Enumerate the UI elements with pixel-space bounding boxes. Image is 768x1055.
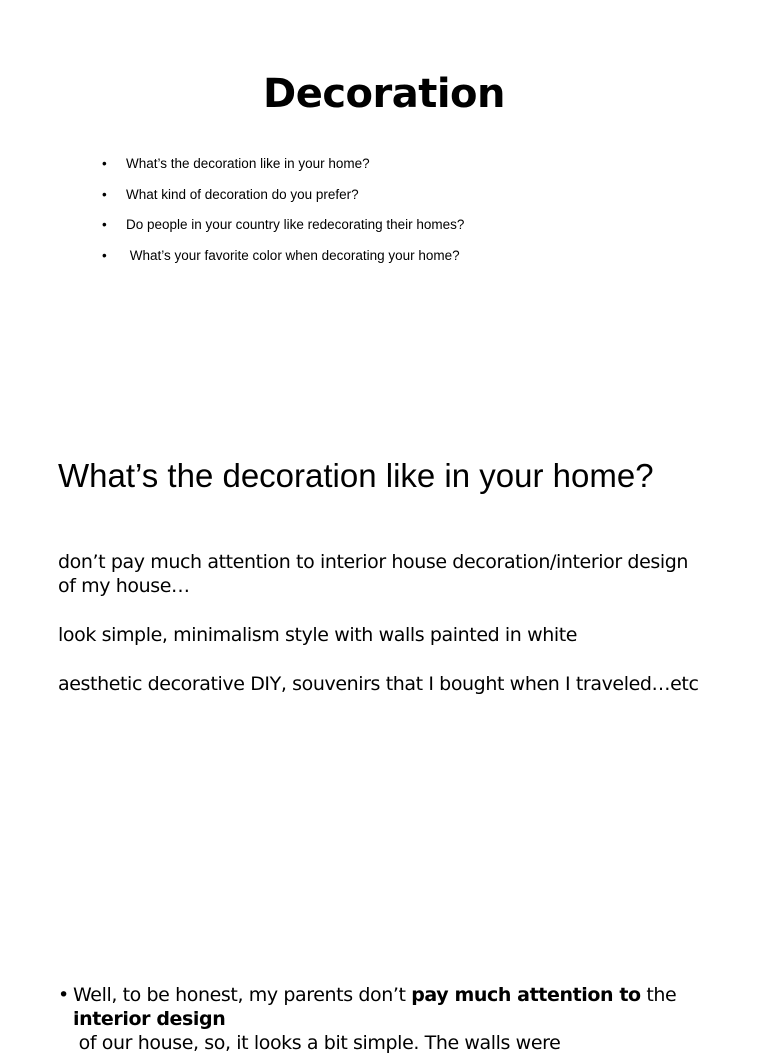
question-text: Do people in your country like redecorating their homes? xyxy=(126,217,465,232)
note-paragraph: don’t pay much attention to interior house decoration/interior design of my house… xyxy=(58,551,689,597)
bullet-icon: • xyxy=(58,984,69,1006)
answer-text: of our house, so, it looks a bit simple. The walls were xyxy=(73,1032,561,1054)
answer-text: the xyxy=(640,984,677,1006)
list-item xyxy=(102,149,464,180)
bullet-icon: • xyxy=(102,156,107,171)
answer-line xyxy=(58,1007,708,1055)
question-text: What’s your favorite color when decorating your home? xyxy=(126,247,460,263)
list-item xyxy=(102,241,464,272)
note-paragraph: aesthetic decorative DIY, souvenirs that I bought when I traveled…etc xyxy=(58,673,699,695)
bullet-icon: • xyxy=(102,186,107,202)
page-title: Decoration xyxy=(262,71,506,117)
note-paragraph: look simple, minimalism style with walls painted in white xyxy=(58,624,578,646)
bullet-icon: • xyxy=(102,247,107,263)
section-heading: What’s the decoration like in your home? xyxy=(58,457,654,494)
question-text: What kind of decoration do you prefer? xyxy=(126,186,359,202)
answer-bold-phrase: interior design xyxy=(73,1008,226,1030)
list-item xyxy=(102,210,464,241)
answer-line xyxy=(58,983,708,1007)
sample-answer xyxy=(58,983,708,1055)
question-list xyxy=(102,149,464,271)
notes-block xyxy=(58,550,708,721)
answer-bold-phrase: pay much attention to xyxy=(411,984,641,1006)
question-text: What’s the decoration like in your home? xyxy=(126,156,370,171)
bullet-icon: • xyxy=(102,217,107,232)
answer-text: Well, to be honest, my parents don’t xyxy=(73,984,412,1006)
list-item xyxy=(102,180,464,211)
